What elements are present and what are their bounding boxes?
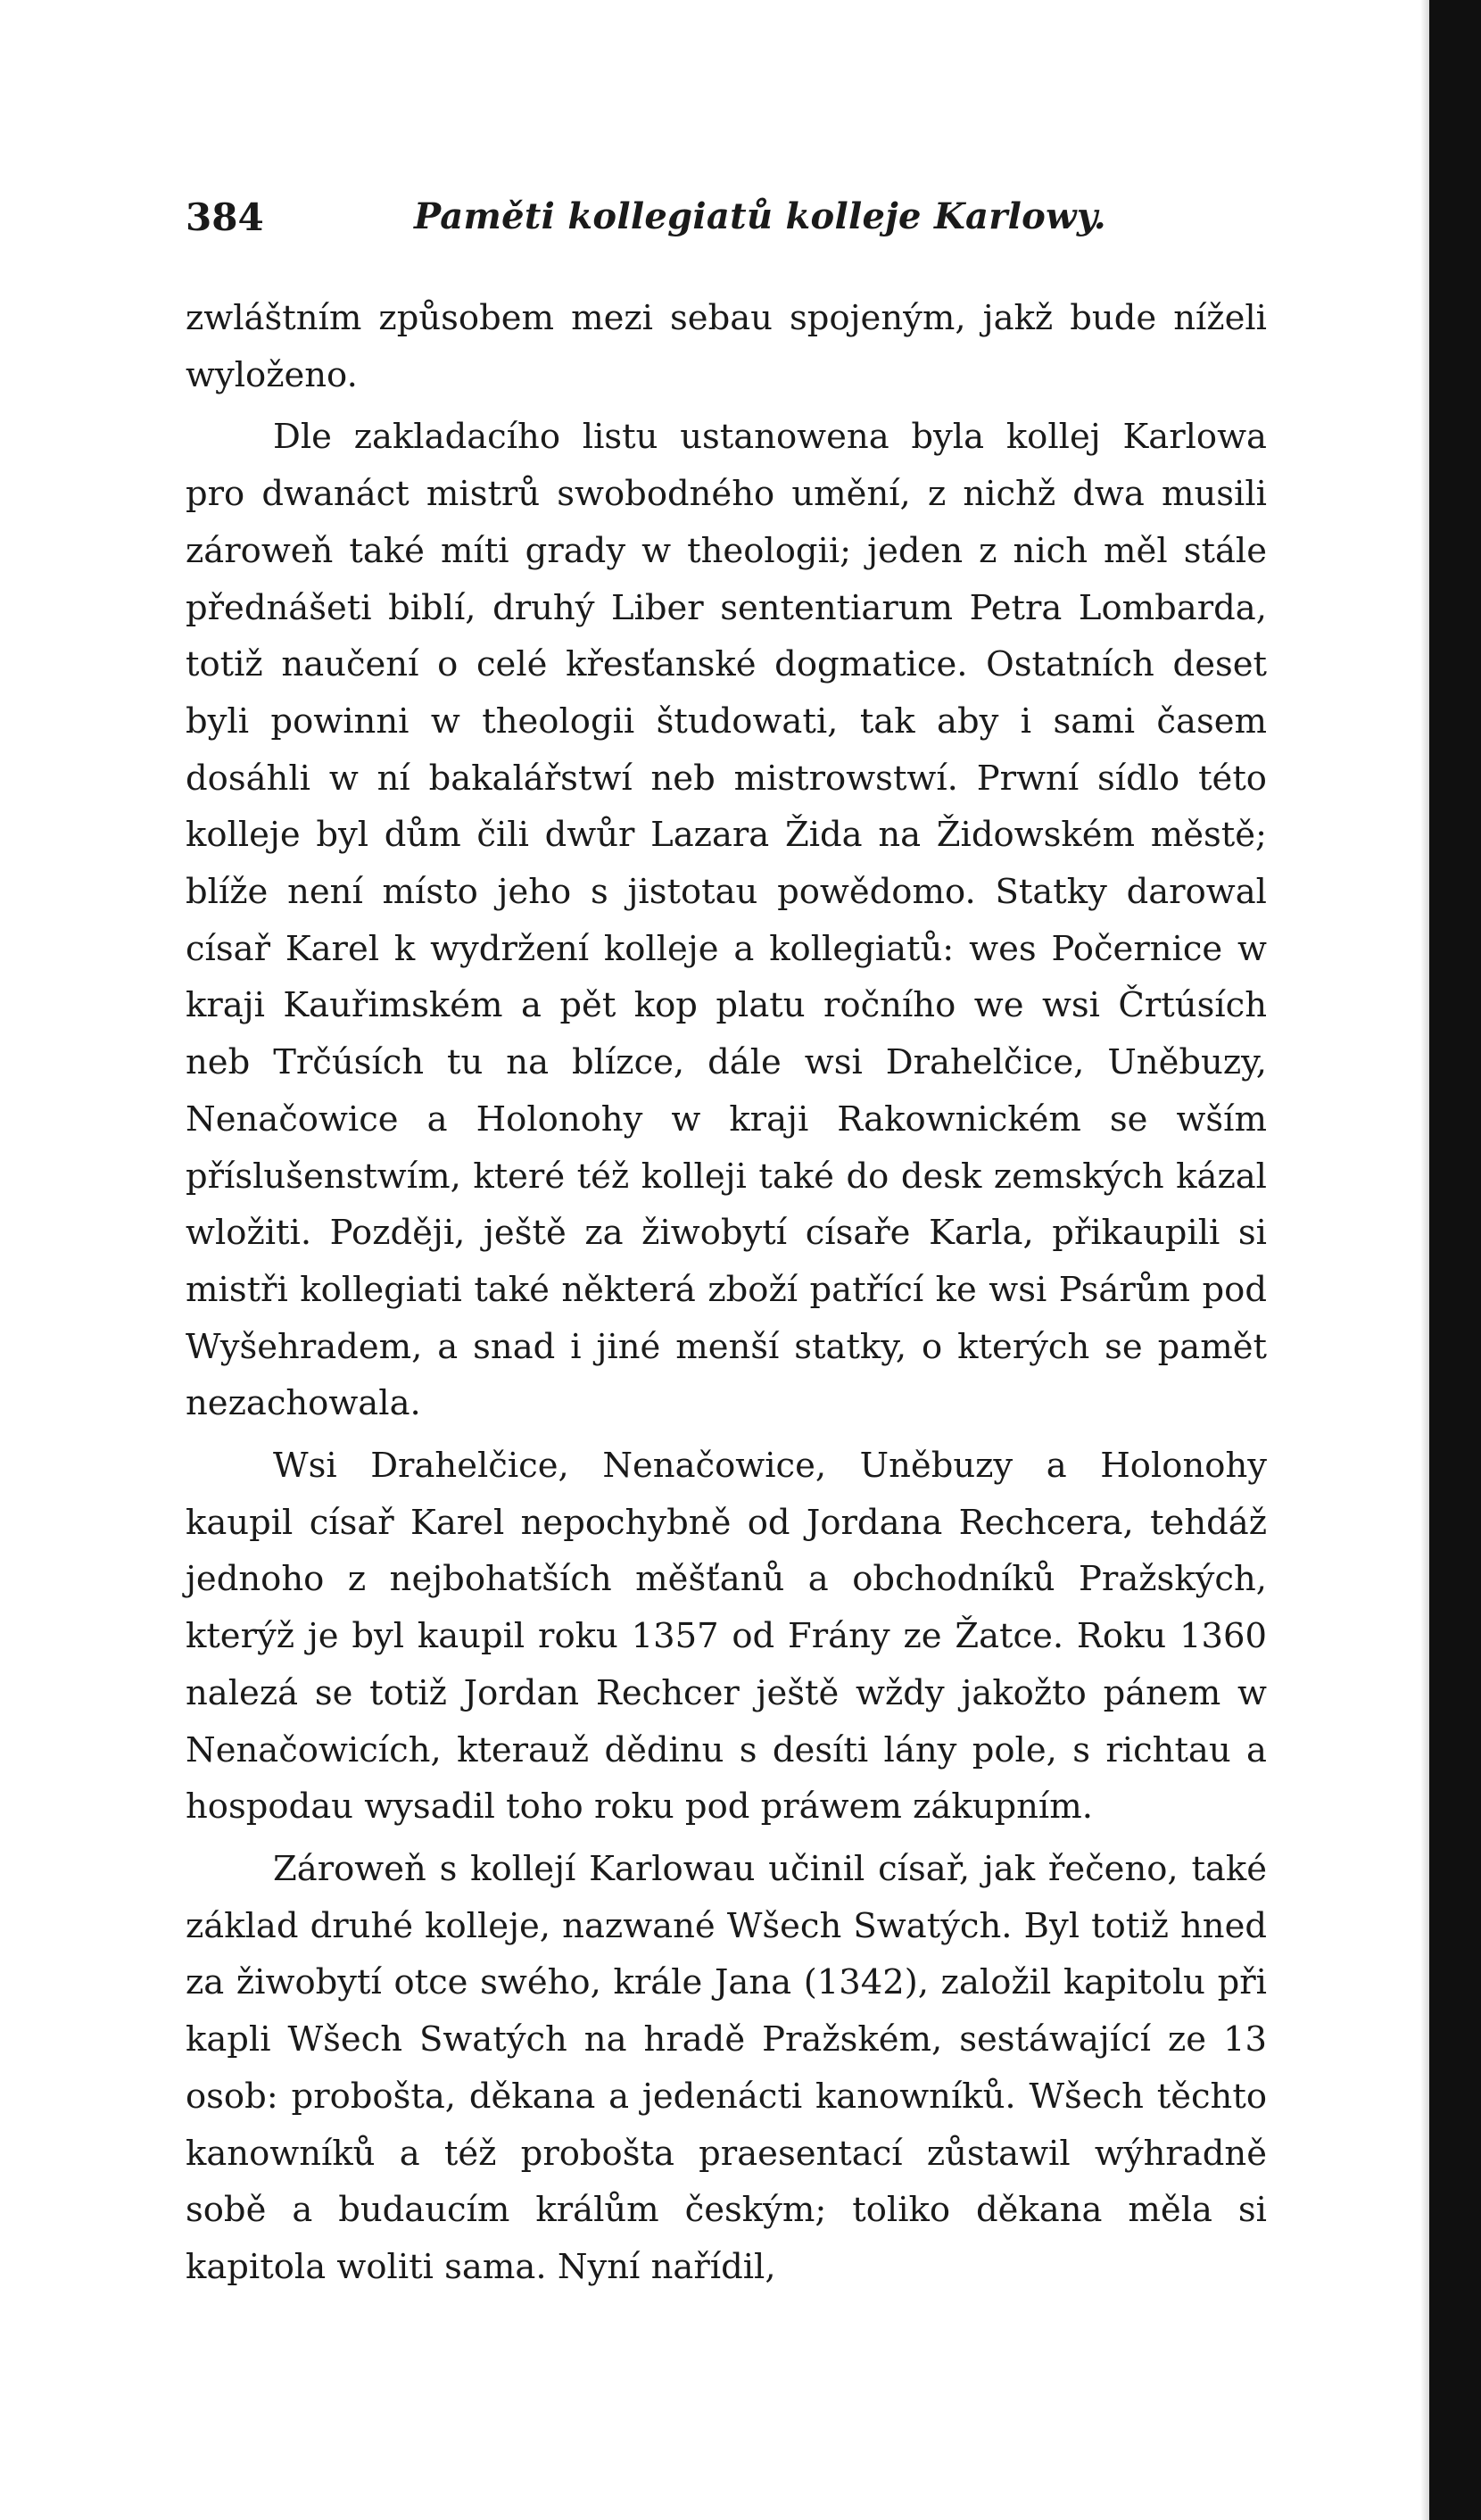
page-number: 384: [186, 195, 264, 239]
page-edge-shadow: [1420, 0, 1429, 2520]
body-text: [186, 290, 1267, 2296]
paragraph-2: Dle zakladacího listu ustanowena byla kollej Karlowa pro dwanáct mistrů swobodného umění, z nichž dwa musili zároweň také míti grady w theologii; jeden z nich měl stále přednášeti biblí, druhý Liber sententiarum Petra Lombarda, totiž naučení o celé křesťanské dogmatice. Ostatních deset byli powinni w theologii študowati, tak aby i sami časem dosáhli w ní bakalářstwí neb mistrowstwí. Prwní sídlo této kolleje byl dům čili dwůr Lazara Žida na Židowském městě; blíže není místo jeho s jistotau powědomo. Statky darowal císař Karel k wydržení kolleje a kollegiatů: wes Počernice w kraji Kauřimském a pět kop platu ročního we wsi Črtúsích neb Trčúsích tu na blízce, dále wsi Drahelčice, Uněbuzy, Nenačowice a Holonohy w kraji Rakownickém se wším příslušenstwím, které též kolleji také do desk zemských kázal wložiti. Později, ještě za žiwobytí císaře Karla, přikaupili si mistři kollegiati také některá zboží patřící ke wsi Psárům pod Wyšehradem, a snad i jiné menší statky, o kterých se pamět nezachowala.: [186, 417, 1267, 1424]
running-head: [186, 183, 1267, 263]
paragraph-3: Wsi Drahelčice, Nenačowice, Uněbuzy a Holonohy kaupil císař Karel nepochybně od Jordana Rechcera, tehdáž jednoho z nejbohatších měšťanů a obchodníků Pražských, kterýž je byl kaupil roku 1357 od Frány ze Žatce. Roku 1360 nalezá se totiž Jordan Rechcer ještě wždy jakožto pánem w Nenačowicích, kterauž dědinu s desíti lány pole, s richtau a hospodau wysadil toho roku pod práwem zákupním.: [186, 1446, 1267, 1828]
scan-border: [1429, 0, 1481, 2520]
paragraph-1: zwláštním způsobem mezi sebau spojeným, jakž bude níželi wyloženo.: [186, 298, 1267, 395]
paragraph-4: Zároweň s kollejí Karlowau učinil císař, jak řečeno, také základ druhé kolleje, nazwané Wšech Swatých. Byl totiž hned za žiwobytí otce swého, krále Jana (1342), založil kapitolu při kapli Wšech Swatých na hradě Pražském, sestáwající ze 13 osob: probošta, děkana a jedenácti kanowníků. Wšech těchto kanowníků a též probošta praesentací zůstawil wýhradně sobě a budaucím králům českým; toliko děkana měla si kapitola woliti sama. Nyní nařídil,: [186, 1848, 1267, 2287]
book-page: [186, 183, 1267, 2301]
running-title: Paměti kollegiatů kolleje Karlowy.: [414, 195, 1107, 237]
